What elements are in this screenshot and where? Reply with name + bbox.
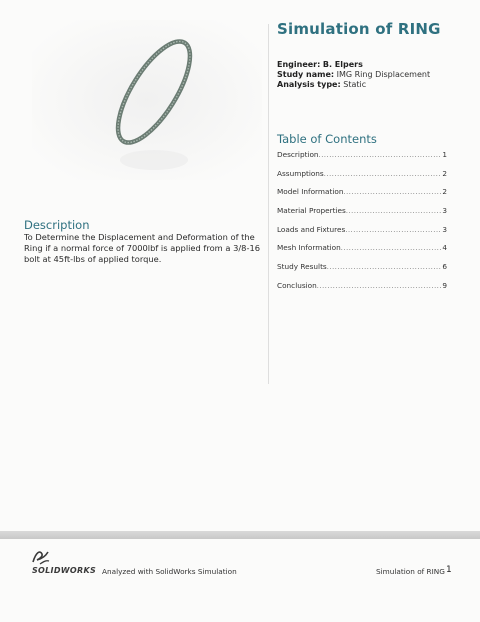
toc-item-study-results[interactable]: [277, 258, 447, 277]
analyzed-with-text: Analyzed with SolidWorks Simulation: [102, 567, 237, 576]
ring-reflection: [120, 150, 188, 170]
analysis-row: [277, 80, 430, 90]
toc-item-conclusion[interactable]: [277, 277, 447, 296]
toc-item-label: Model Information: [277, 187, 344, 197]
study-name-value: IMG Ring Displacement: [336, 70, 431, 79]
toc-item-material-properties[interactable]: [277, 202, 447, 221]
description-text: To Determine the Displacement and Deformation of the Ring if a normal force of 7000lbf is applied from a 3/8-16 bolt at 45ft-lbs of applied torque.: [24, 232, 261, 264]
toc-item-label: Study Results: [277, 262, 327, 272]
toc-item-page: 3: [442, 206, 447, 216]
toc-item-loads-and-fixtures[interactable]: [277, 221, 447, 240]
toc-item-page: 2: [442, 168, 447, 178]
toc-leader: [341, 239, 442, 258]
toc-item-label: Description: [277, 150, 319, 159]
toc-item-label: Mesh Information: [277, 243, 341, 253]
page-number: 1: [446, 565, 452, 575]
engineer-value: B. Elpers: [322, 60, 363, 69]
toc-item-label: Assumptions: [277, 168, 324, 178]
toc-item-label: Loads and Fixtures: [277, 224, 346, 234]
analysis-type-label: Analysis type:: [277, 80, 341, 89]
description-heading: Description: [24, 218, 90, 232]
footer-band: [0, 531, 480, 539]
toc-leader: [346, 202, 442, 221]
toc-item-model-information[interactable]: [277, 183, 447, 202]
toc-heading: Table of Contents: [277, 132, 377, 146]
toc-item-mesh-information[interactable]: [277, 239, 447, 258]
analysis-type-value: Static: [343, 80, 367, 89]
toc-item-page: 2: [442, 187, 447, 197]
column-divider: [268, 24, 269, 384]
toc-leader: [317, 277, 442, 296]
toc-leader: [319, 146, 442, 165]
toc-leader: [343, 183, 441, 202]
toc-leader: [345, 221, 441, 240]
footer-document-name: Simulation of RING: [376, 567, 445, 576]
toc-item-page: 9: [442, 280, 447, 290]
toc-leader: [327, 258, 442, 277]
page-footer: [0, 548, 480, 588]
toc-item-page: 6: [442, 262, 447, 272]
engineer-label: Engineer:: [277, 60, 321, 69]
page-title: Simulation of RING: [277, 20, 441, 38]
study-row: [277, 70, 430, 80]
table-of-contents: [277, 146, 447, 296]
toc-item-label: Material Properties: [277, 206, 346, 216]
engineer-row: [277, 60, 430, 70]
study-meta: [277, 60, 430, 90]
toc-item-page: 4: [442, 243, 447, 253]
solidworks-logo: [22, 548, 97, 580]
brand-name: SOLIDWORKS: [32, 566, 97, 575]
toc-item-assumptions[interactable]: [277, 165, 447, 184]
ring-model-image: [32, 20, 262, 180]
toc-item-description[interactable]: [277, 146, 447, 165]
toc-leader: [324, 165, 442, 184]
ds-logo-icon: [30, 548, 52, 566]
toc-item-page: 1: [442, 150, 447, 159]
study-name-label: Study name:: [277, 70, 335, 79]
toc-item-page: 3: [442, 224, 447, 234]
toc-item-label: Conclusion: [277, 280, 317, 290]
